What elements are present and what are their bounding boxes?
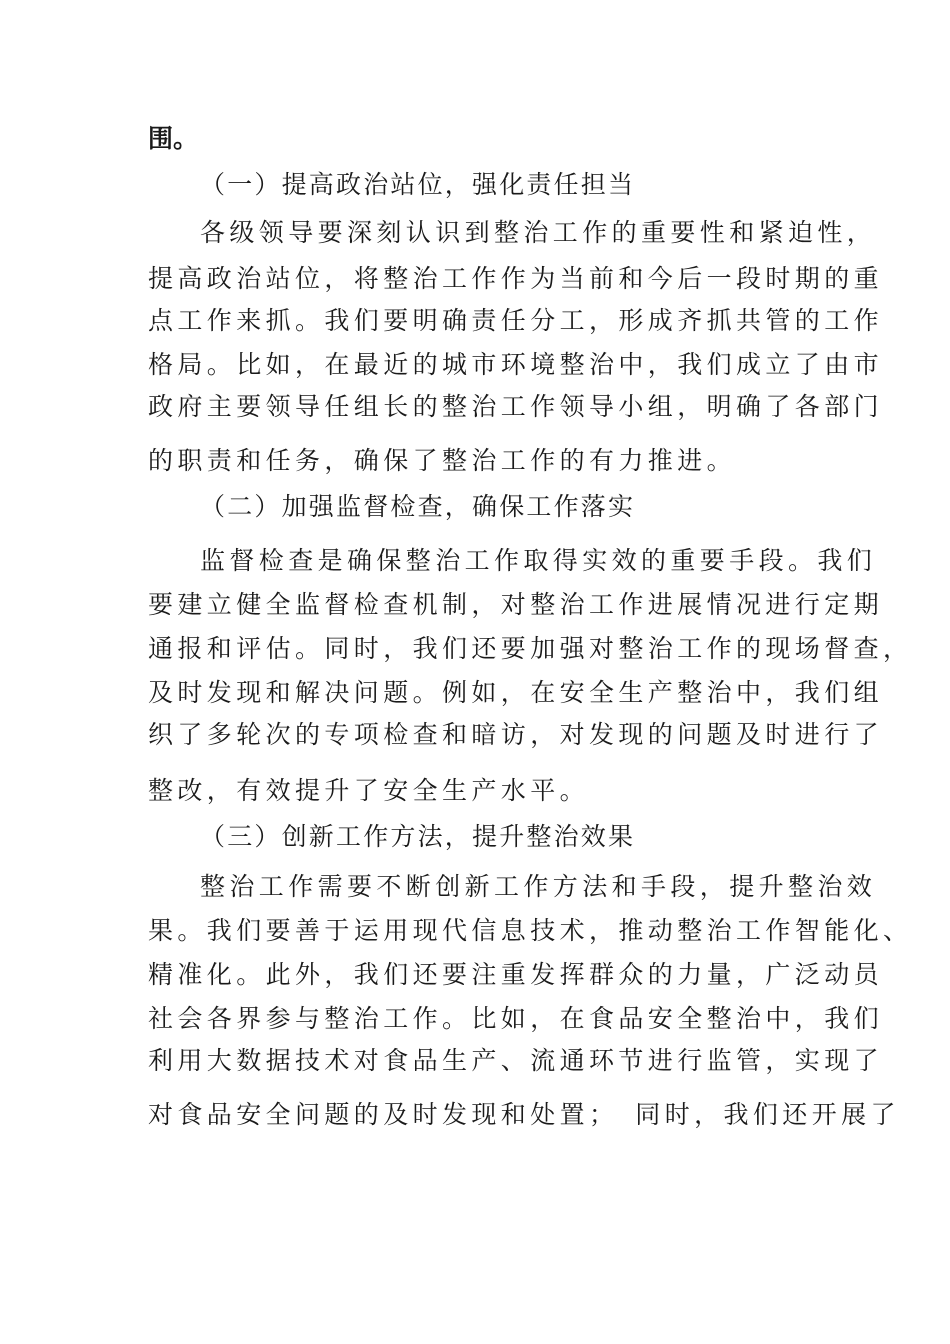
paragraph-3-line-2: 果。我们要善于运用现代信息技术，推动整治工作智能化、: [148, 916, 913, 945]
paragraph-1-line-1: 各级领导要深刻认识到整治工作的重要性和紧迫性，: [200, 218, 877, 247]
paragraph-2-line-2: 要建立健全监督检查机制，对整治工作进展情况进行定期: [148, 590, 884, 619]
paragraph-1-line-2: 提高政治站位，将整治工作作为当前和今后一段时期的重: [148, 264, 884, 293]
paragraph-2-line-4: 及时发现和解决问题。例如，在安全生产整治中，我们组: [148, 678, 884, 707]
section-heading-2: （二）加强监督检查，确保工作落实: [200, 492, 636, 521]
paragraph-continuation: 围。: [148, 124, 199, 153]
paragraph-1-line-3: 点工作来抓。我们要明确责任分工，形成齐抓共管的工作: [148, 306, 884, 335]
section-heading-3: （三）创新工作方法，提升整治效果: [200, 822, 636, 851]
paragraph-2-line-5: 织了多轮次的专项检查和暗访，对发现的问题及时进行了: [148, 720, 884, 749]
paragraph-1-line-4: 格局。比如，在最近的城市环境整治中，我们成立了由市: [148, 350, 884, 379]
paragraph-3-line-1: 整治工作需要不断创新工作方法和手段，提升整治效: [200, 872, 877, 901]
paragraph-2-line-3: 通报和评估。同时，我们还要加强对整治工作的现场督查，: [148, 634, 913, 663]
paragraph-3-line-5: 利用大数据技术对食品生产、流通环节进行监管，实现了: [148, 1046, 884, 1075]
paragraph-3-line-4: 社会各界参与整治工作。比如，在食品安全整治中，我们: [148, 1004, 884, 1033]
paragraph-3-line-3: 精准化。此外，我们还要注重发挥群众的力量，广泛动员: [148, 960, 884, 989]
paragraph-3-line-6: 对食品安全问题的及时发现和处置； 同时，我们还开展了: [148, 1100, 900, 1129]
paragraph-1-line-6: 的职责和任务，确保了整治工作的有力推进。: [148, 446, 737, 475]
paragraph-1-line-5: 政府主要领导任组长的整治工作领导小组，明确了各部门: [148, 392, 884, 421]
paragraph-2-line-6: 整改，有效提升了安全生产水平。: [148, 776, 590, 805]
section-heading-1: （一）提高政治站位，强化责任担当: [200, 170, 636, 199]
paragraph-2-line-1: 监督检查是确保整治工作取得实效的重要手段。我们: [200, 546, 877, 575]
